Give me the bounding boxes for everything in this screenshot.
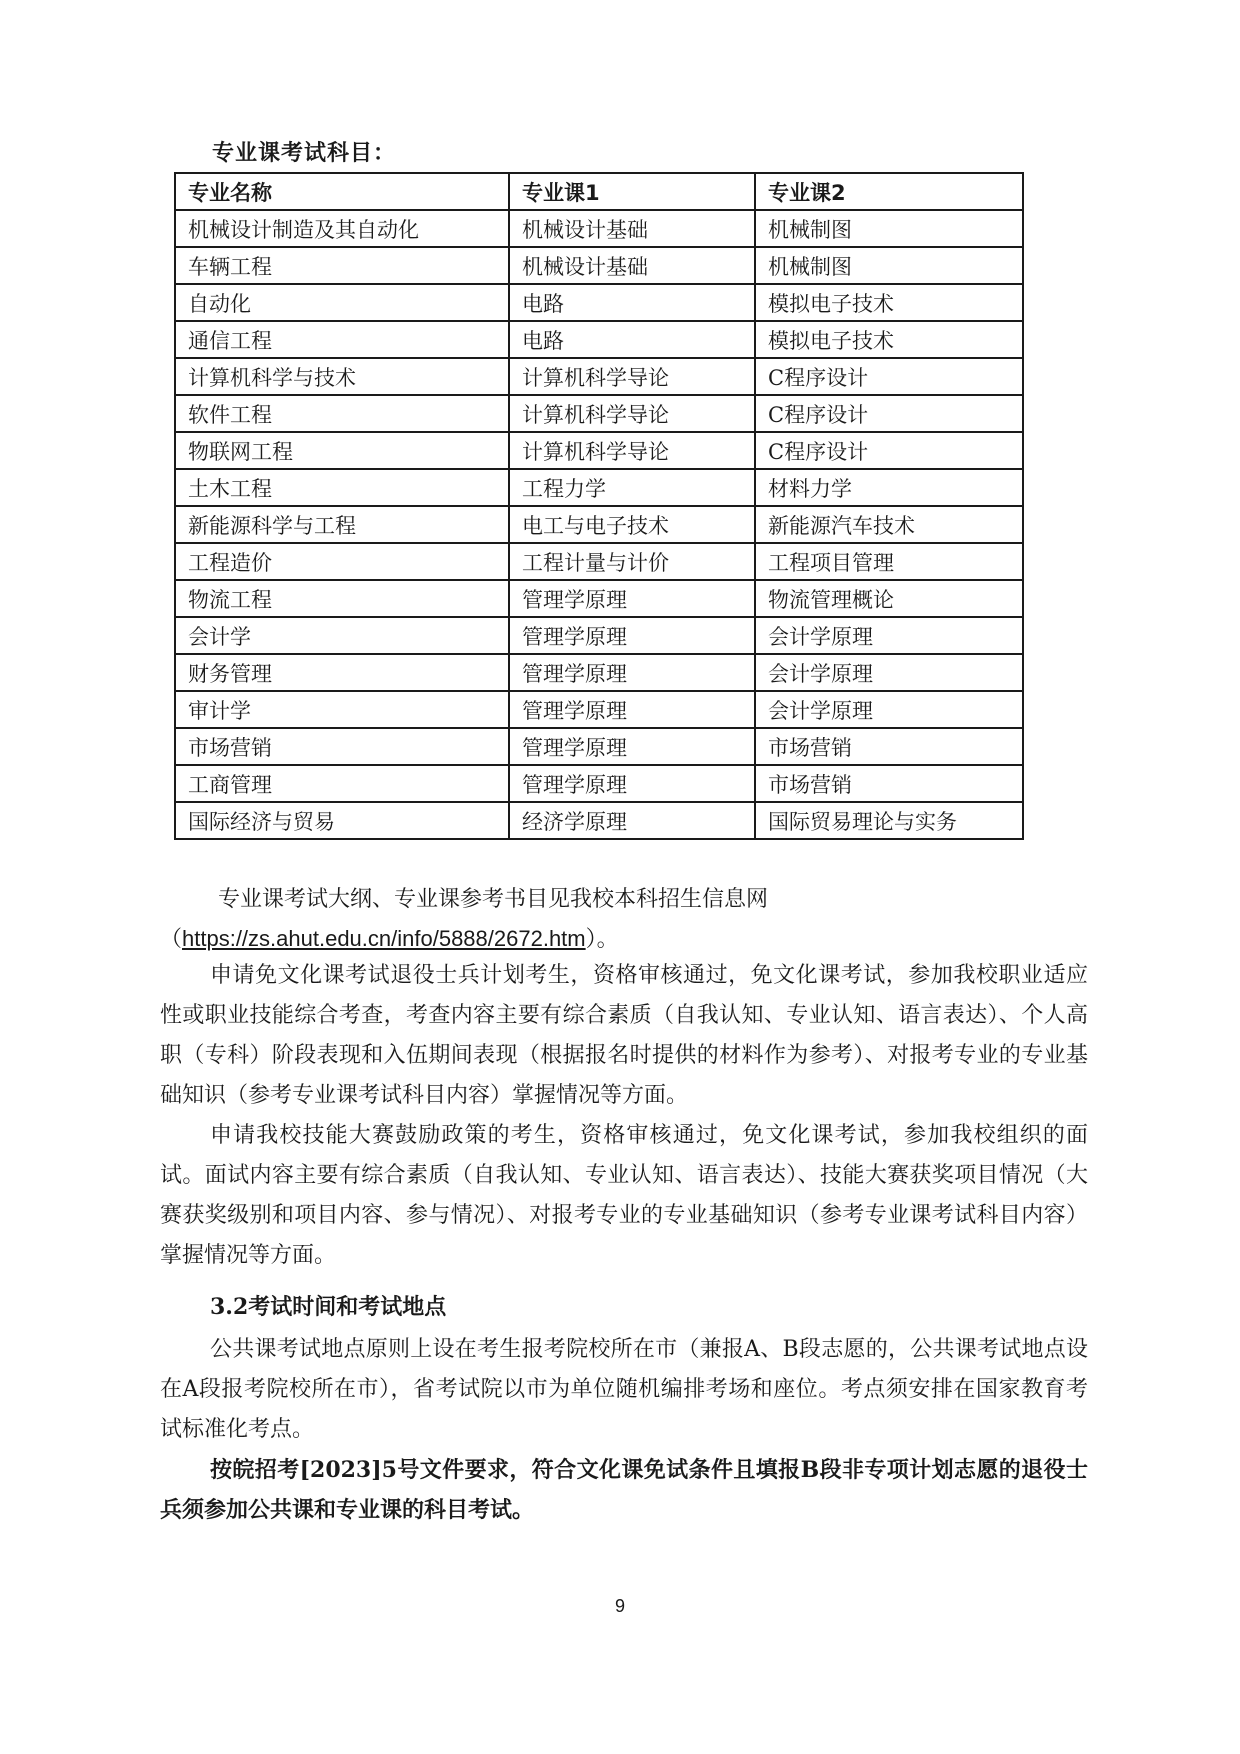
cell-course-1: 管理学原理 (509, 654, 755, 691)
cell-course-1: 管理学原理 (509, 728, 755, 765)
cell-course-2: 市场营销 (755, 765, 1023, 802)
cell-major: 车辆工程 (175, 247, 509, 284)
cell-course-1: 管理学原理 (509, 580, 755, 617)
table-row (175, 395, 1023, 432)
table-row (175, 469, 1023, 506)
cell-major: 会计学 (175, 617, 509, 654)
cell-major: 软件工程 (175, 395, 509, 432)
cell-course-2: 会计学原理 (755, 617, 1023, 654)
section-label: 专业课考试科目： (212, 141, 397, 166)
cell-course-1: 电路 (509, 321, 755, 358)
paragraph-veteran-plan: 申请免文化课考试退役士兵计划考生，资格审核通过，免文化课考试，参加我校职业适应性或职业技能综合考查，考查内容主要有综合素质（自我认知、专业认知、语言表达）、个人高职（专科）阶段表现和入伍期间表现（根据报名时提供的材料作为参考）、对报考专业的专业基础知识（参考专业课考试科目内容）掌握情况等方面。 (160, 963, 1088, 1108)
cell-major: 自动化 (175, 284, 509, 321)
cell-course-2: 会计学原理 (755, 691, 1023, 728)
cell-course-1: 机械设计基础 (509, 210, 755, 247)
table-row (175, 247, 1023, 284)
table-row (175, 358, 1023, 395)
cell-major: 财务管理 (175, 654, 509, 691)
open-paren: （ (160, 927, 183, 952)
table-row (175, 765, 1023, 802)
cell-course-2: 工程项目管理 (755, 543, 1023, 580)
table-row (175, 210, 1023, 247)
cell-course-2: 机械制图 (755, 247, 1023, 284)
cell-course-1: 电路 (509, 284, 755, 321)
heading-exam-time-location: 3.2考试时间和考试地点 (210, 1294, 447, 1320)
cell-course-2: 机械制图 (755, 210, 1023, 247)
cell-course-1: 经济学原理 (509, 802, 755, 839)
cell-major: 市场营销 (175, 728, 509, 765)
header-major: 专业名称 (175, 173, 509, 210)
cell-course-1: 管理学原理 (509, 691, 755, 728)
reference-text: 专业课考试大纲、专业课参考书目见我校本科招生信息网 (218, 887, 769, 912)
cell-course-1: 计算机科学导论 (509, 358, 755, 395)
exam-subjects-table (174, 172, 1024, 840)
cell-course-1: 计算机科学导论 (509, 432, 755, 469)
cell-course-2: 新能源汽车技术 (755, 506, 1023, 543)
table-row (175, 321, 1023, 358)
cell-course-2: 模拟电子技术 (755, 321, 1023, 358)
table-row (175, 728, 1023, 765)
cell-course-2: C程序设计 (755, 395, 1023, 432)
cell-course-1: 电工与电子技术 (509, 506, 755, 543)
cell-major: 工程造价 (175, 543, 509, 580)
cell-major: 机械设计制造及其自动化 (175, 210, 509, 247)
cell-major: 新能源科学与工程 (175, 506, 509, 543)
cell-major: 国际经济与贸易 (175, 802, 509, 839)
table-row (175, 506, 1023, 543)
paragraph-bold-requirement: 按皖招考[2023]5号文件要求，符合文化课免试条件且填报B段非专项计划志愿的退役士兵须参加公共课和专业课的科目考试。 (160, 1457, 1088, 1523)
table-row (175, 691, 1023, 728)
table-row (175, 580, 1023, 617)
cell-course-1: 管理学原理 (509, 617, 755, 654)
paragraph-skills-contest: 申请我校技能大赛鼓励政策的考生，资格审核通过，免文化课考试，参加我校组织的面试。面试内容主要有综合素质（自我认知、专业认知、语言表达）、技能大赛获奖项目情况（大赛获奖级别和项目内容、参与情况）、对报考专业的专业基础知识（参考专业课考试科目内容）掌握情况等方面。 (160, 1123, 1088, 1268)
cell-major: 计算机科学与技术 (175, 358, 509, 395)
page-number: 9 (614, 1596, 625, 1616)
table-row (175, 432, 1023, 469)
table-header-row (175, 173, 1023, 210)
cell-course-1: 管理学原理 (509, 765, 755, 802)
cell-major: 工商管理 (175, 765, 509, 802)
table-row (175, 284, 1023, 321)
cell-course-2: 物流管理概论 (755, 580, 1023, 617)
cell-course-2: C程序设计 (755, 358, 1023, 395)
table-row (175, 802, 1023, 839)
paragraph-exam-location: 公共课考试地点原则上设在考生报考院校所在市（兼报A、B段志愿的，公共课考试地点设在A段报考院校所在市），省考试院以市为单位随机编排考场和座位。考点须安排在国家教育考试标准化考点。 (160, 1337, 1088, 1442)
admissions-website-link[interactable]: https://zs.ahut.edu.cn/info/5888/2672.htm (182, 926, 586, 951)
header-course-2: 专业课2 (755, 173, 1023, 210)
cell-major: 通信工程 (175, 321, 509, 358)
cell-course-1: 工程力学 (509, 469, 755, 506)
cell-course-2: 材料力学 (755, 469, 1023, 506)
cell-major: 审计学 (175, 691, 509, 728)
cell-course-2: 市场营销 (755, 728, 1023, 765)
cell-course-1: 工程计量与计价 (509, 543, 755, 580)
cell-course-1: 计算机科学导论 (509, 395, 755, 432)
cell-course-1: 机械设计基础 (509, 247, 755, 284)
cell-course-2: C程序设计 (755, 432, 1023, 469)
header-course-1: 专业课1 (509, 173, 755, 210)
table-row (175, 654, 1023, 691)
table-row (175, 617, 1023, 654)
close-paren: ）。 (585, 927, 619, 952)
cell-course-2: 国际贸易理论与实务 (755, 802, 1023, 839)
table-row (175, 543, 1023, 580)
cell-course-2: 模拟电子技术 (755, 284, 1023, 321)
table-body (175, 210, 1023, 839)
cell-major: 物联网工程 (175, 432, 509, 469)
cell-major: 土木工程 (175, 469, 509, 506)
cell-course-2: 会计学原理 (755, 654, 1023, 691)
reference-link-line (160, 922, 619, 953)
cell-major: 物流工程 (175, 580, 509, 617)
